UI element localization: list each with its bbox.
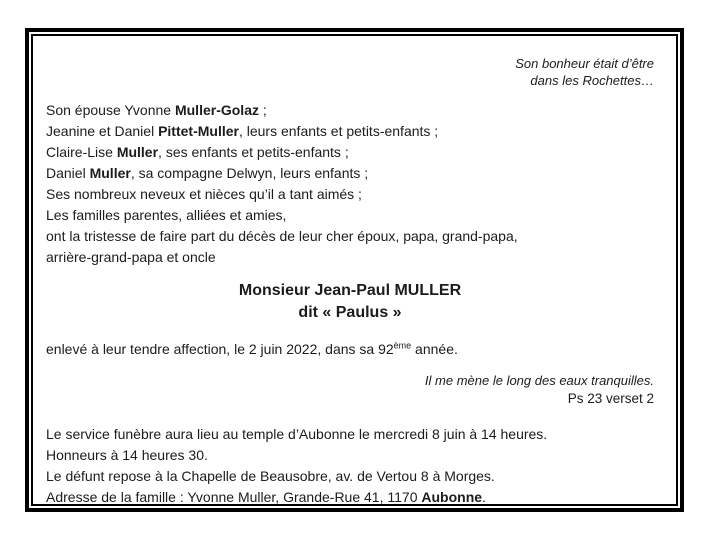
bible-verse	[46, 372, 654, 408]
service-line: Adresse de la famille : Yvonne Muller, Grande-Rue 41, 1170 Aubonne.	[46, 489, 486, 505]
epigraph-line-1: Son bonheur était d’être	[515, 56, 654, 71]
announcement-content	[33, 36, 676, 504]
family-line: Ses nombreux neveux et nièces qu’il a tant aimés ;	[46, 186, 362, 202]
service-info	[46, 424, 654, 508]
inner-border-frame	[31, 34, 678, 506]
service-line: Honneurs à 14 heures 30.	[46, 447, 208, 463]
family-line: arrière-grand-papa et oncle	[46, 249, 216, 265]
deceased-alias-line: dit « Paulus »	[298, 304, 402, 321]
family-line: Son épouse Yvonne Muller-Golaz ;	[46, 102, 267, 118]
epigraph-line-2: dans les Rochettes…	[530, 73, 654, 88]
verse-quote: Il me mène le long des eaux tranquilles.	[424, 373, 654, 388]
family-line: Jeanine et Daniel Pittet-Muller, leurs enfants et petits-enfants ;	[46, 123, 439, 139]
family-line: Daniel Muller, sa compagne Delwyn, leurs enfants ;	[46, 165, 369, 181]
family-line: Les familles parentes, alliées et amies,	[46, 207, 287, 223]
outer-border-frame	[25, 28, 684, 512]
deceased-name-line: Monsieur Jean-Paul MULLER	[238, 282, 462, 299]
verse-reference: Ps 23 verset 2	[567, 391, 654, 406]
service-line: Le service funèbre aura lieu au temple d’Aubonne le mercredi 8 juin à 14 heures.	[46, 426, 548, 442]
service-line: Le défunt repose à la Chapelle de Beausobre, av. de Vertou 8 à Morges.	[46, 468, 495, 484]
family-line: ont la tristesse de faire part du décès de leur cher époux, papa, grand-papa,	[46, 228, 518, 244]
family-line: Claire-Lise Muller, ses enfants et petits-enfants ;	[46, 144, 349, 160]
deceased-name	[46, 280, 654, 324]
family-list	[46, 100, 654, 268]
death-date-line: enlevé à leur tendre affection, le 2 juin 2022, dans sa 92ème année.	[46, 340, 458, 357]
epigraph	[46, 55, 654, 89]
